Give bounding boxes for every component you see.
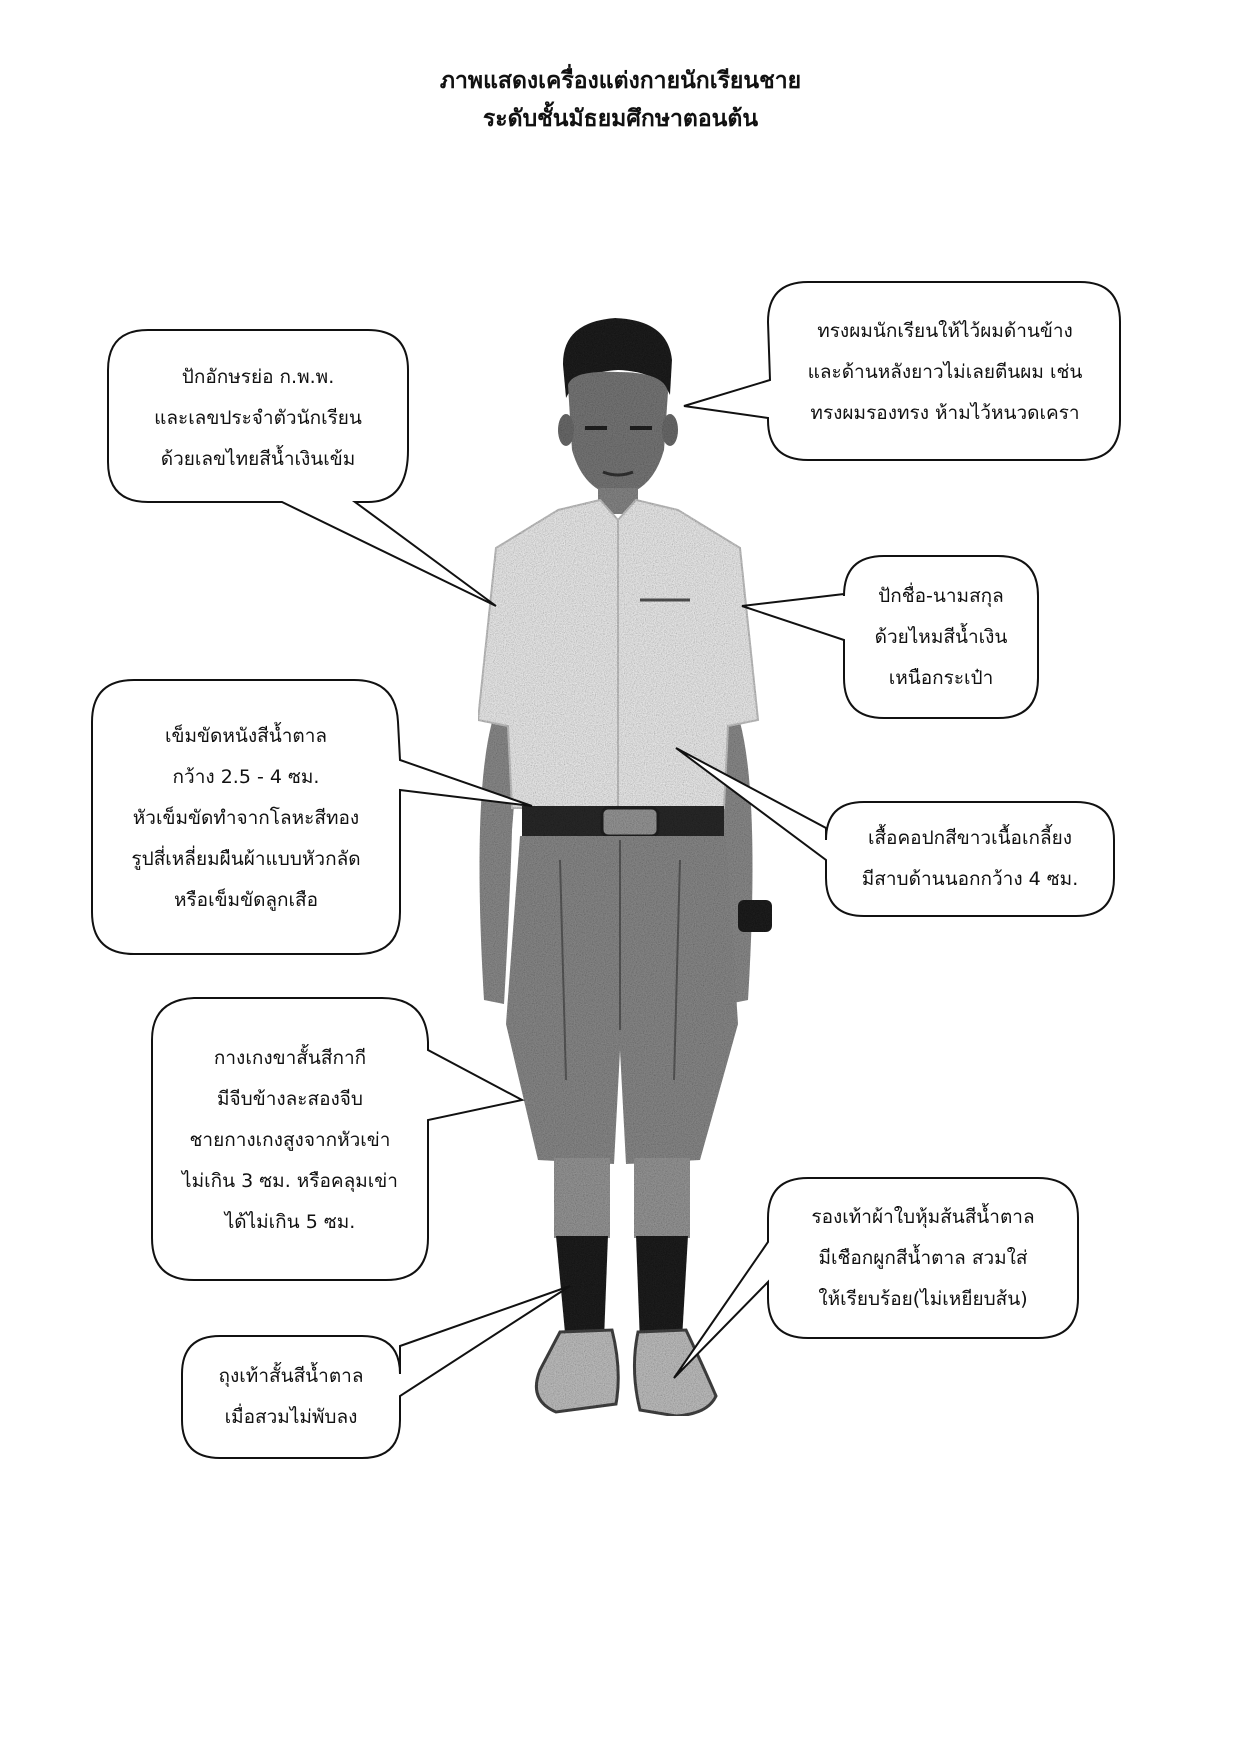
callout-initials (110, 338, 406, 498)
callout-belt-line-5: หรือเข็มขัดลูกเสือ (173, 888, 319, 911)
callout-shorts-line-1: กางเกงขาสั้นสีกากี (213, 1046, 367, 1069)
student-photo (478, 318, 772, 1416)
callout-initials-line-2: และเลขประจำตัวนักเรียน (154, 406, 362, 429)
callout-initials-line-3: ด้วยเลขไทยสีน้ำเงินเข้ม (160, 447, 356, 470)
callout-name-line-3: เหนือกระเป๋า (888, 666, 994, 689)
callout-shorts-line-4: ไม่เกิน 3 ซม. หรือคลุมเข่า (182, 1169, 398, 1192)
left-leg-shape (554, 1158, 610, 1238)
callout-belt-line-3: หัวเข็มขัดทำจากโลหะสีทอง (132, 806, 360, 829)
callout-shoes (770, 1184, 1076, 1332)
callout-initials-line-1: ปักอักษรย่อ ก.พ.พ. (181, 365, 335, 388)
callout-shoes-line-3: ให้เรียบร้อย(ไม่เหยียบส้น) (818, 1287, 1028, 1310)
callout-shirt-line-2: มีสาบด้านนอกกว้าง 4 ซม. (861, 868, 1079, 890)
right-sock-shape (636, 1236, 688, 1344)
callout-name-line-1: ปักชื่อ-นามสกุล (878, 584, 1004, 607)
left-shoe-shape (536, 1330, 618, 1412)
callout-shoes-line-2: มีเชือกผูกสีน้ำตาล สวมใส่ (818, 1246, 1028, 1269)
callout-socks-line-1: ถุงเท้าสั้นสีน้ำตาล (218, 1365, 364, 1387)
callout-hair-line-2: และด้านหลังยาวไม่เลยตีนผม เช่น (807, 361, 1083, 383)
callout-shirt (828, 806, 1112, 912)
callout-socks (184, 1340, 398, 1454)
callout-socks-line-2: เมื่อสวมไม่พับลง (224, 1406, 358, 1428)
callout-shorts-line-3: ชายกางเกงสูงจากหัวเข่า (189, 1128, 391, 1151)
callout-belt-line-4: รูปสี่เหลี่ยมผืนผ้าแบบหัวกลัด (131, 847, 361, 870)
callout-shoes-line-1: รองเท้าผ้าใบหุ้มส้นสีน้ำตาล (811, 1205, 1035, 1228)
callout-shorts-line-5: ได้ไม่เกิน 5 ซม. (224, 1210, 356, 1233)
callout-shirt-line-1: เสื้อคอปกสีขาวเนื้อเกลี้ยง (867, 827, 1073, 849)
belt-buckle (602, 808, 658, 836)
face-shape (568, 372, 668, 496)
callout-belt-line-2: กว้าง 2.5 - 4 ซม. (172, 765, 320, 788)
callout-belt-line-1: เข็มขัดหนังสีน้ำตาล (164, 724, 328, 747)
callout-belt (94, 690, 398, 946)
callout-hair (770, 290, 1120, 455)
title-line-2: ระดับชั้นมัธยมศึกษาตอนต้น (482, 106, 759, 132)
callout-hair-line-1: ทรงผมนักเรียนให้ไว้ผมด้านข้าง (817, 320, 1073, 342)
title-line-1: ภาพแสดงเครื่องแต่งกายนักเรียนชาย (439, 68, 802, 94)
callout-shorts (154, 1006, 426, 1274)
watch-shape (738, 900, 772, 932)
callout-shorts-line-2: มีจีบข้างละสองจีบ (217, 1087, 363, 1110)
callout-name-line-2: ด้วยไหมสีน้ำเงิน (874, 625, 1008, 648)
right-leg-shape (634, 1158, 690, 1238)
callout-name (846, 560, 1036, 714)
callout-hair-line-3: ทรงผมรองทรง ห้ามไว้หนวดเครา (810, 402, 1080, 424)
shorts-shape (506, 836, 738, 1164)
